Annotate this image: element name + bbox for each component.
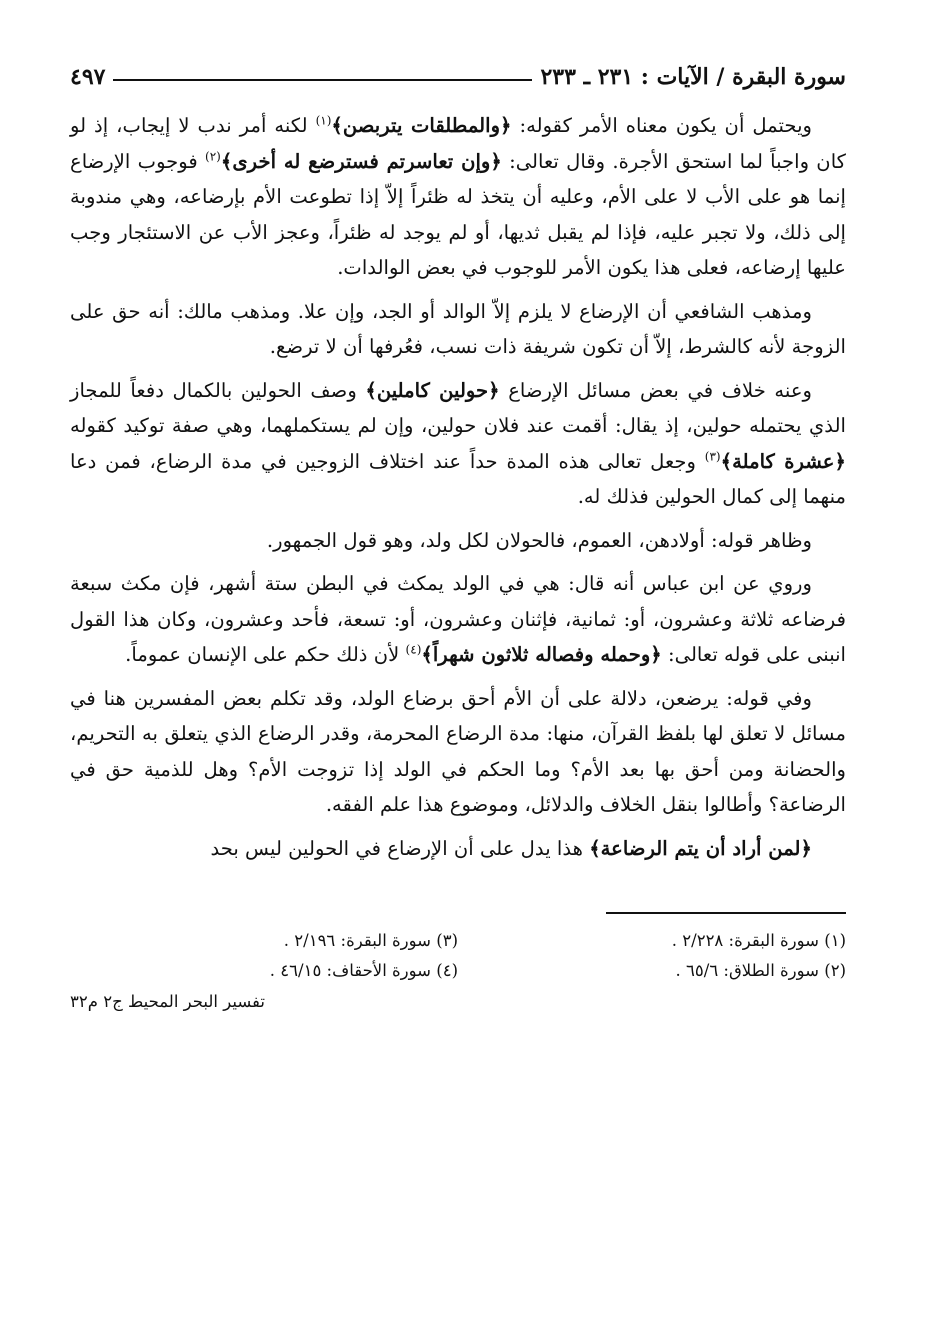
footnote-row [70, 956, 846, 986]
quran-quote: ﴿حولين كاملين﴾ [365, 378, 500, 402]
signature-line: تفسير البحر المحيط ج٢ م٣٢ [70, 992, 265, 1011]
paragraph [70, 373, 846, 515]
document-page [70, 56, 846, 1340]
footnote: (٣) سورة البقرة: ٢/١٩٦ . [283, 931, 458, 950]
paragraph [70, 523, 846, 559]
footnote-ref: (١) [315, 113, 332, 128]
footnote-row [70, 926, 846, 956]
footnote-ref: (٤) [405, 642, 422, 657]
paragraph [70, 681, 846, 823]
paragraph [70, 566, 846, 673]
footnote: (٢) سورة الطلاق: ٦٥/٦ . [675, 961, 846, 980]
running-header [70, 56, 846, 90]
paragraph [70, 831, 846, 867]
text-run: ومذهب الشافعي أن الإرضاع لا يلزم إلاّ الوالد أو الجد، وإن علا. ومذهب مالك: أنه حق على الزوجة لأنه كالشرط، إلاّ أن تكون شريفة ذات نسب، فعُرفها أن لا ترضع. [70, 299, 846, 358]
text-run: فوجوب الإرضاع إنما هو على الأب لا على الأم، وعليه أن يتخذ له ظئراً إلاّ إذا تطوعت الأم بإرضاعه، وهي مندوبة إلى ذلك، ولا تجبر عليه، فإذا لم يقبل ثديها، أو لم يوجد له ظئراً، وعجز الأب عن الاستئجار وجب عليها إرضاعه، فعلى هذا يكون الأمر للوجوب في بعض الوالدات. [70, 149, 846, 279]
footnote: (٤) سورة الأحقاف: ٤٦/١٥ . [269, 961, 458, 980]
text-run: وروي عن ابن عباس أنه قال: هي في الولد يمكث في البطن ستة أشهر، فإن مكث سبعة فرضاعه ثلاثة وعشرون، أو: ثمانية، فإثنان وعشرون، أو: تسعة، فأحد وعشرون، وكان هذا القول انبنى على قوله تعالى: [70, 572, 846, 666]
text-run: وجعل تعالى هذه المدة حداً عند اختلاف الزوجين في مدة الرضاع، فمن دعا منهما إلى كمال الحولين فذلك له. [70, 449, 846, 508]
footnote-separator [606, 912, 846, 914]
paragraph [70, 108, 846, 286]
text-run: وصف الحولين بالكمال دفعاً للمجاز الذي يحتمله حولين، إذ يقال: أقمت عند فلان حولين، وإن لم يستكملهما، وهي صفة توكيد كقوله [70, 378, 846, 437]
text-run: وعنه خلاف في بعض مسائل الإرضاع [499, 378, 812, 402]
header-title: سورة البقرة / الآيات : ٢٣١ ـ ٢٣٣ [540, 64, 846, 90]
text-run: هذا يدل على أن الإرضاع في الحولين ليس بحد [210, 836, 590, 860]
footnote-ref: (٣) [704, 448, 721, 463]
footnote-ref: (٢) [205, 148, 221, 163]
text-run: لأن ذلك حكم على الإنسان عموماً. [125, 643, 406, 666]
body-text [70, 108, 846, 866]
quran-quote: ﴿وإن تعاسرتم فسترضع له أخرى﴾ [220, 149, 502, 173]
quran-quote: ﴿عشرة كاملة﴾ [720, 449, 846, 473]
text-run: وظاهر قوله: أولادهن، العموم، فالحولان لكل ولد، وهو قول الجمهور. [266, 528, 812, 552]
quran-quote: ﴿وحمله وفصاله ثلاثون شهراً﴾ [421, 643, 662, 666]
paragraph [70, 294, 846, 365]
footnotes [70, 926, 846, 986]
footnote: (١) سورة البقرة: ٢/٢٢٨ . [671, 931, 846, 950]
header-rule [113, 79, 532, 81]
page-number: ٤٩٧ [70, 64, 106, 90]
text-run: وفي قوله: يرضعن، دلالة على أن الأم أحق برضاع الولد، وقد تكلم بعض المفسرين هنا في مسائل لا تعلق لها بلفظ القرآن، منها: مدة الرضاع المحرمة، وقدر الرضاع الذي يتعلق به التحريم، والحضانة ومن أحق بها بعد الأم؟ وما الحكم في الولد إذا تزوجت الأم؟ وهل للذمية حق في الرضاعة؟ وأطالوا بنقل الخلاف والدلائل، وموضوع هذا علم الفقه. [70, 686, 846, 816]
text-run: ويحتمل أن يكون معناه الأمر كقوله: [511, 114, 812, 137]
quran-quote: ﴿لمن أراد أن يتم الرضاعة﴾ [589, 836, 812, 860]
text-run: لكنه أمر ندب لا إيجاب، إذ لو كان واجباً لما استحق الأجرة. وقال تعالى: [70, 114, 846, 173]
quran-quote: ﴿والمطلقات يتربصن﴾ [331, 114, 512, 137]
